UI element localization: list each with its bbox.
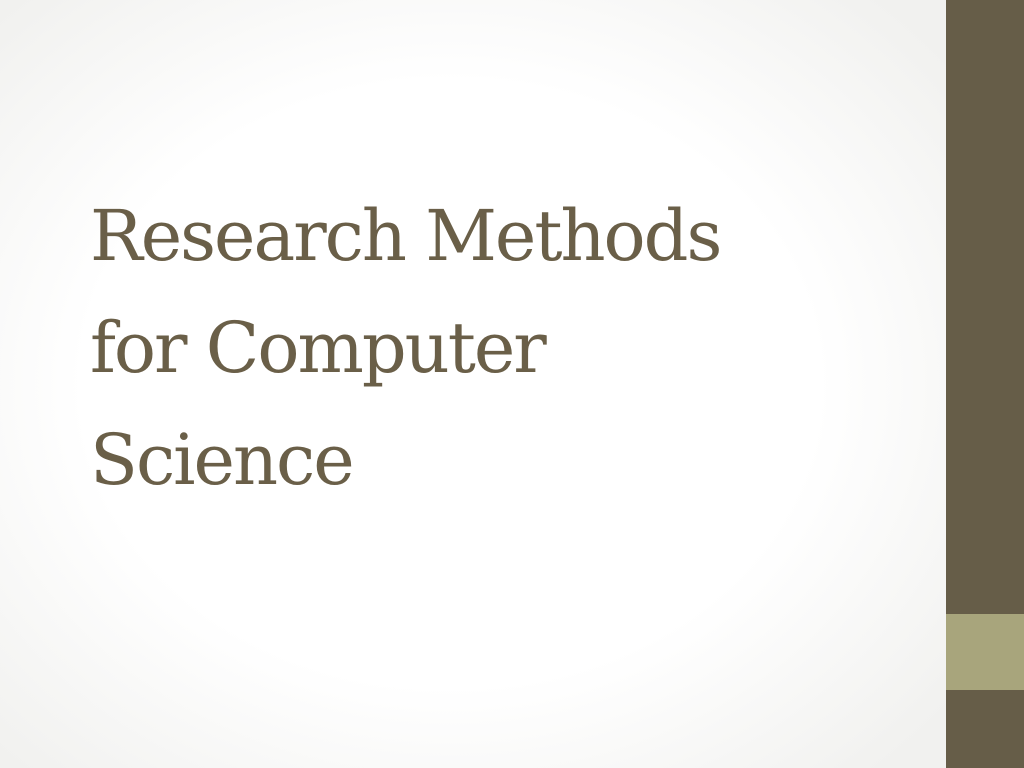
slide-title-line-1: Research Methods [90,195,721,277]
slide-title-line-2: for Computer [90,307,545,389]
slide-title-line-3: Science [90,419,353,501]
right-band-accent-block [946,614,1024,690]
slide-title [90,180,910,516]
